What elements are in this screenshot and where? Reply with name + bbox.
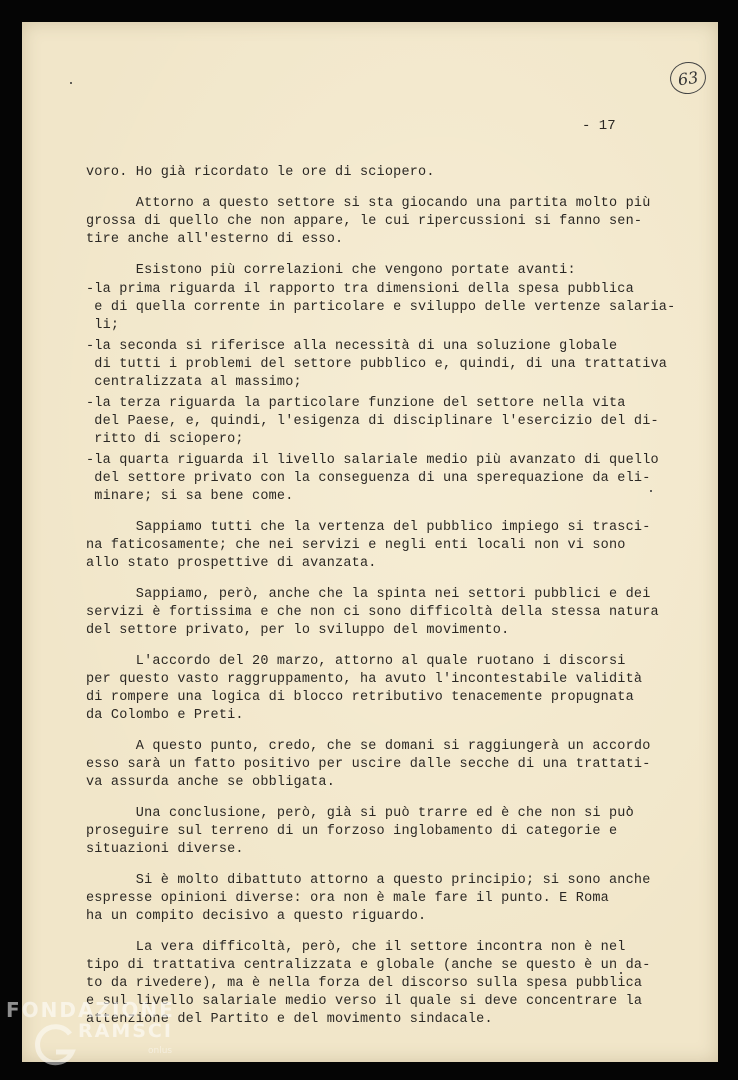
archive-number: 63 — [676, 67, 700, 89]
text-line: -la seconda si riferisce alla necessità di una soluzione globale — [86, 339, 618, 354]
text-line: li; — [86, 318, 120, 333]
text-line: situazioni diverse. — [86, 842, 244, 857]
text-line: ritto di sciopero; — [86, 432, 244, 447]
text-line: di rompere una logica di blocco retributivo tenacemente propugnata — [86, 690, 634, 705]
text-line: da Colombo e Preti. — [86, 708, 244, 723]
text-line: voro. Ho già ricordato le ore di sciopero. — [86, 165, 435, 180]
text-line: per questo vasto raggruppamento, ha avuto l'incontestabile validità — [86, 672, 643, 687]
text-line: Esistono più correlazioni che vengono portate avanti: — [86, 263, 576, 278]
archive-stamp — [668, 60, 708, 97]
text-line: del settore privato, per lo sviluppo del movimento. — [86, 623, 510, 638]
text-line: va assurda anche se obbligata. — [86, 775, 336, 790]
watermark-gramsci: RAMSCI — [78, 1020, 173, 1042]
text-line: Si è molto dibattuto attorno a questo principio; si sono anche — [86, 873, 651, 888]
text-line: to da rivedere), ma è nella forza del discorso sulla spesa pubblica — [86, 976, 643, 991]
text-line: A questo punto, credo, che se domani si raggiungerà un accordo — [86, 739, 651, 754]
text-line: del settore privato con la conseguenza di una sperequazione da eli- — [86, 471, 651, 486]
paper-speck — [70, 82, 72, 84]
watermark-onlus: onlus — [148, 1046, 173, 1056]
text-line: esso sarà un fatto positivo per uscire dalle secche di una trattati- — [86, 757, 651, 772]
text-line: e di quella corrente in particolare e sviluppo delle vertenze salaria- — [86, 300, 676, 315]
text-line: tipo di trattativa centralizzata e globale (anche se questo è un da- — [86, 958, 651, 973]
text-line: na faticosamente; che nei servizi e negli enti locali non vi sono — [86, 538, 626, 553]
text-line: centralizzata al massimo; — [86, 375, 302, 390]
text-line: del Paese, e, quindi, l'esigenza di disciplinare l'esercizio del di- — [86, 414, 659, 429]
gramsci-logo-icon — [30, 1022, 78, 1070]
text-line: proseguire sul terreno di un forzoso inglobamento di categorie e — [86, 824, 618, 839]
text-line: -la quarta riguarda il livello salariale medio più avanzato di quello — [86, 453, 659, 468]
text-line: allo stato prospettive di avanzata. — [86, 556, 377, 571]
text-line: -la prima riguarda il rapporto tra dimensioni della spesa pubblica — [86, 282, 634, 297]
text-line: attenzione del Partito e del movimento sindacale. — [86, 1012, 493, 1027]
page-number: - 17 — [582, 118, 616, 134]
text-line: Una conclusione, però, già si può trarre ed è che non si può — [86, 806, 634, 821]
text-line: espresse opinioni diverse: ora non è male fare il punto. E Roma — [86, 891, 609, 906]
watermark-foundation: FONDAZIONE — [6, 998, 175, 1022]
text-line: tire anche all'esterno di esso. — [86, 232, 344, 247]
text-line: Sappiamo, però, anche che la spinta nei settori pubblici e dei — [86, 587, 651, 602]
text-line: servizi è fortissima e che non ci sono difficoltà della stessa natura — [86, 605, 659, 620]
text-line: L'accordo del 20 marzo, attorno al quale ruotano i discorsi — [86, 654, 626, 669]
typewritten-page — [22, 22, 718, 1062]
text-line: e sul livello salariale medio verso il quale si deve concentrare la — [86, 994, 643, 1009]
text-line: minare; si sa bene come. — [86, 489, 294, 504]
paper-speck — [650, 490, 652, 492]
text-line: ha un compito decisivo a questo riguardo. — [86, 909, 427, 924]
text-line: di tutti i problemi del settore pubblico e, quindi, di una trattativa — [86, 357, 668, 372]
text-line: Attorno a questo settore si sta giocando una partita molto più — [86, 196, 651, 211]
text-line: -la terza riguarda la particolare funzione del settore nella vita — [86, 396, 626, 411]
text-line: La vera difficoltà, però, che il settore incontra non è nel — [86, 940, 626, 955]
text-line: Sappiamo tutti che la vertenza del pubblico impiego si trasci- — [86, 520, 651, 535]
text-line: grossa di quello che non appare, le cui ripercussioni si fanno sen- — [86, 214, 643, 229]
